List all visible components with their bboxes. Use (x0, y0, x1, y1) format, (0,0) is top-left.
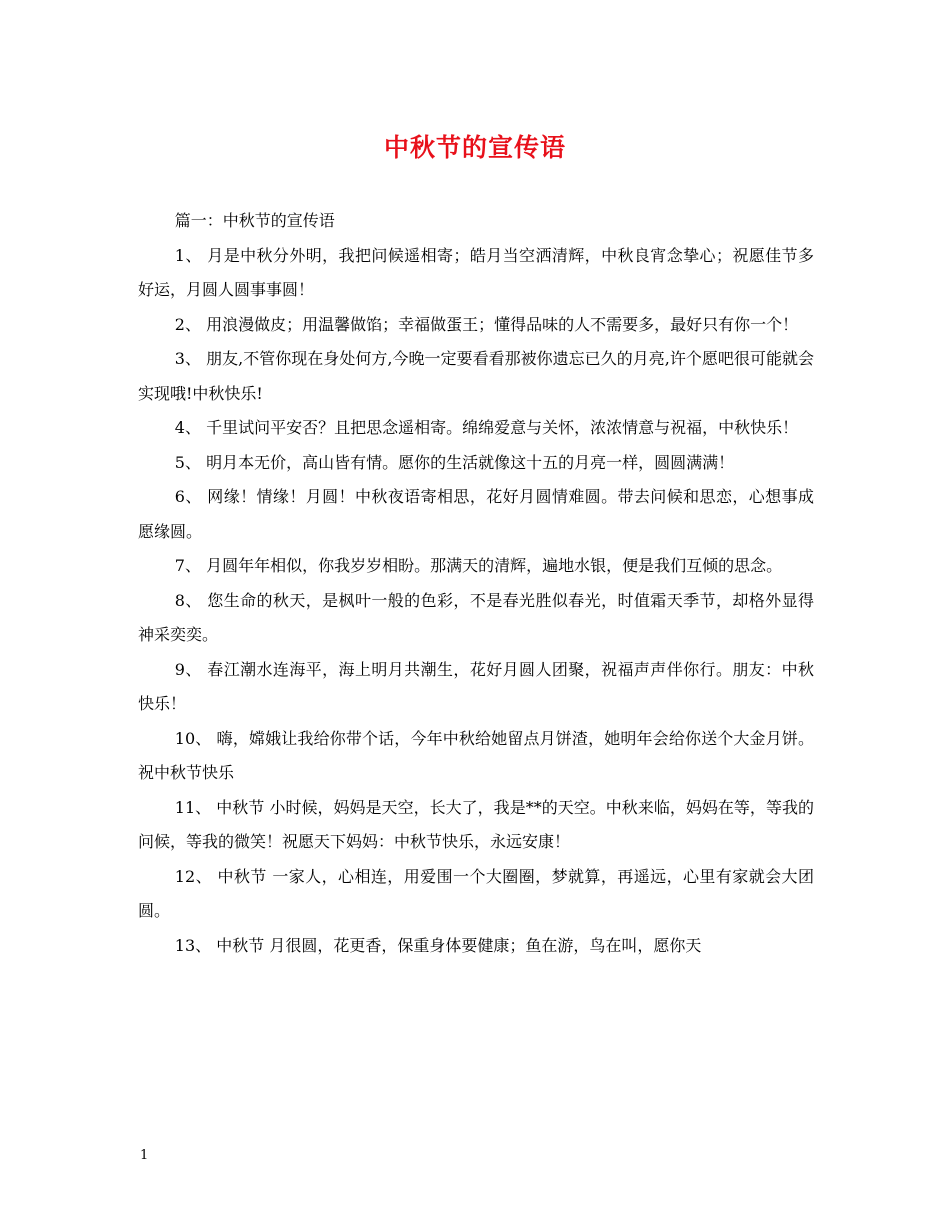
section-heading: 篇一：中秋节的宣传语 (174, 211, 335, 230)
paragraph-9: 9、 春江潮水连海平，海上明月共潮生，花好月圆人团聚，祝福声声伴你行。朋友：中秋快乐！ (138, 659, 814, 713)
paragraph-11: 11、 中秋节 小时候，妈妈是天空，长大了，我是**的天空。中秋来临，妈妈在等，等我的问候，等我的微笑！祝愿天下妈妈：中秋节快乐，永远安康！ (138, 797, 814, 851)
document-title: 中秋节的宣传语 (383, 133, 566, 162)
paragraph-13: 13、 中秋节 月很圆，花更香，保重身体要健康；鱼在游，鸟在叫，愿你天 (174, 935, 702, 955)
paragraph-1: 1、 月是中秋分外明，我把问候遥相寄；皓月当空洒清辉，中秋良宵念挚心；祝愿佳节多好运，月圆人圆事事圆！ (138, 245, 814, 299)
page-number: 1 (140, 1148, 149, 1163)
paragraph-6: 6、 网缘！情缘！月圆！中秋夜语寄相思，花好月圆情难圆。带去问候和思恋，心想事成愿缘圆。 (138, 487, 814, 541)
paragraph-7: 7、 月圆年年相似，你我岁岁相盼。那满天的清辉，遍地水银，便是我们互倾的思念。 (174, 556, 783, 575)
paragraph-5: 5、 明月本无价，高山皆有情。愿你的生活就像这十五的月亮一样，圆圆满满！ (174, 452, 735, 472)
paragraph-4: 4、 千里试问平安否？且把思念遥相寄。绵绵爱意与关怀，浓浓情意与祝福，中秋快乐！ (174, 418, 799, 437)
paragraph-2: 2、 用浪漫做皮；用温馨做馅；幸福做蛋王；懂得品味的人不需要多，最好只有你一个！ (174, 314, 799, 334)
document-body (138, 204, 814, 963)
paragraph-10: 10、 嗨，嫦娥让我给你带个话，今年中秋给她留点月饼渣，她明年会给你送个大金月饼。祝中秋节快乐 (138, 728, 814, 782)
paragraph-3: 3、 朋友,不管你现在身处何方,今晚一定要看看那被你遗忘已久的月亮,许个愿吧很可能就会实现哦!中秋快乐! (138, 349, 814, 403)
paragraph-8: 8、 您生命的秋天，是枫叶一般的色彩，不是春光胜似春光，时值霜天季节，却格外显得神采奕奕。 (138, 590, 814, 644)
paragraph-12: 12、 中秋节 一家人，心相连，用爱围一个大圈圈，梦就算，再遥远，心里有家就会大团圆。 (138, 866, 814, 920)
